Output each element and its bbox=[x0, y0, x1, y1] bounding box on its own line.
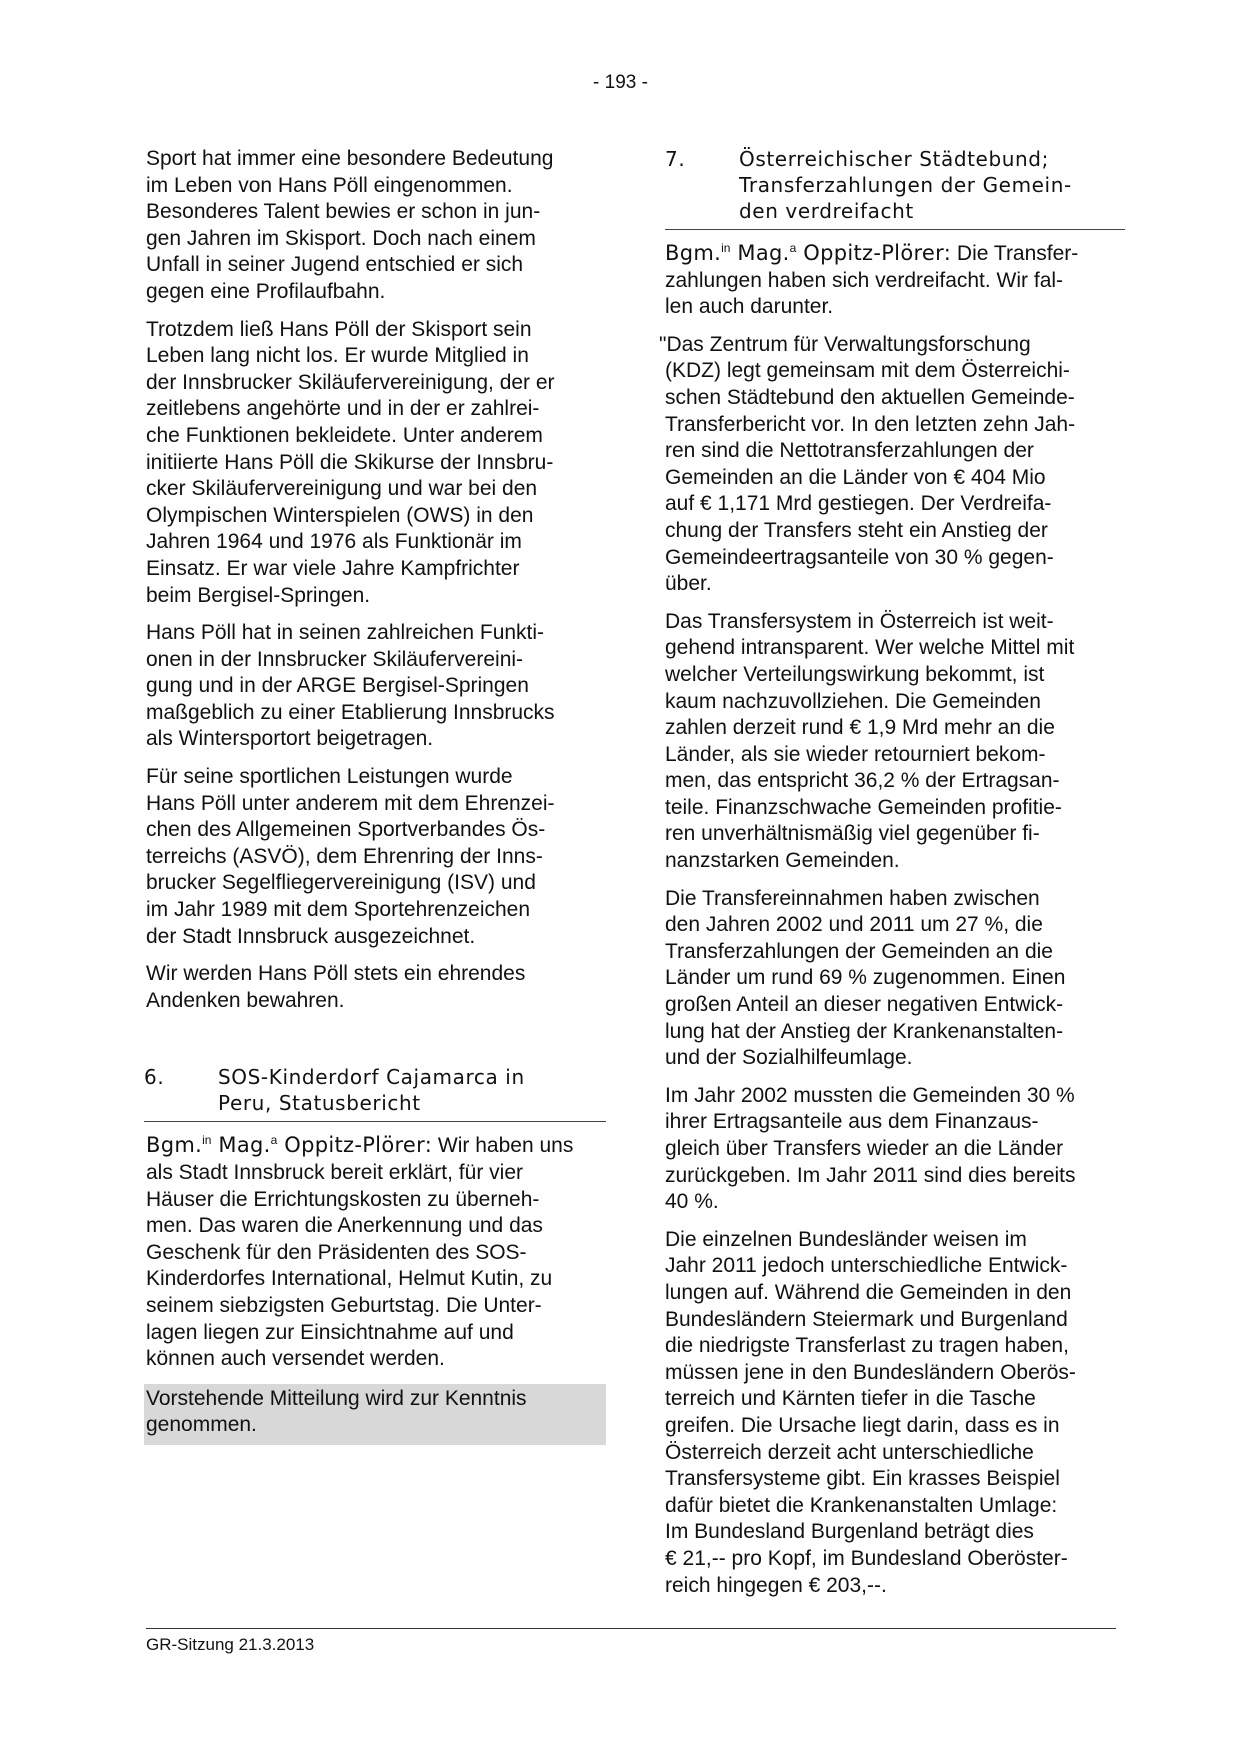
section-title: SOS-Kinderdorf Cajamarca in Peru, Statusbericht bbox=[218, 1065, 525, 1116]
speaker-prefix: Bgm. bbox=[146, 1133, 203, 1158]
speaker-title: Mag. bbox=[730, 241, 790, 265]
speaker-title: Mag. bbox=[211, 1133, 271, 1158]
statement-text: Wir haben uns als Stadt Innsbruck bereit erklärt, für vier Häuser die Errichtungskosten zu überneh- men. Das waren die Anerkennung und das Geschenk für den Präsidenten des SOS- Kinderdorfes International, Helmut Kutin, zu seinem siebzigsten Geburtstag. Die Unter- lagen liegen zur Einsichtnahme auf und können auch versendet werden. bbox=[146, 1134, 574, 1371]
section-6-heading bbox=[144, 1064, 606, 1122]
speaker-name: Oppitz-Plörer: bbox=[277, 1133, 433, 1158]
paragraph: Hans Pöll hat in seinen zahlreichen Funkti- onen in der Innsbrucker Skiläufervereini- gung und in der ARGE Bergisel-Springen maßgeblich zu einer Etablierung Innsbrucks als Wintersportort beigetragen. bbox=[146, 621, 555, 751]
resolution-notice: Vorstehende Mitteilung wird zur Kenntnis genommen. bbox=[144, 1384, 606, 1445]
speaker-statement bbox=[665, 240, 1125, 321]
paragraph: Wir werden Hans Pöll stets ein ehrendes Andenken bewahren. bbox=[146, 962, 526, 1012]
quote-rest: (KDZ) legt gemeinsam mit dem Österreichi- schen Städtebund den aktuellen Gemeinde- Transferbericht vor. In den letzten zehn Jah- ren sind die Nettotransferzahlungen der Gemeinden an die Länder von € 404 Mio auf € 1,171 Mrd gestiegen. Der Verdreifa- chung der Transfers steht ein Anstieg der Gemeindeertragsanteile von 30 % gegen- über. bbox=[665, 359, 1076, 596]
speaker-superscript: a bbox=[270, 1133, 278, 1148]
left-column bbox=[146, 146, 606, 1445]
speaker-superscript: in bbox=[202, 1133, 212, 1148]
quote-first-line: "Das Zentrum für Verwaltungsforschung bbox=[659, 332, 1031, 356]
section-number: 6. bbox=[144, 1065, 165, 1090]
paragraph: Das Transfersystem in Österreich ist weit- gehend intransparent. Wer welche Mittel mit welcher Verteilungswirkung bekommt, ist kaum nachzuvollziehen. Die Gemeinden zahlen derzeit rund € 1,9 Mrd mehr an die Länder, als sie wieder retourniert bekom- men, das entspricht 36,2 % der Ertragsan- teile. Finanzschwache Gemeinden profitie- ren unverhältnismäßig viel gegenüber fi- nanzstarken Gemeinden. bbox=[665, 609, 1075, 873]
page-footer: GR-Sitzung 21.3.2013 bbox=[146, 1628, 1116, 1655]
section-number: 7. bbox=[665, 147, 686, 171]
paragraph: Für seine sportlichen Leistungen wurde Hans Pöll unter anderem mit dem Ehrenzei- chen des Allgemeinen Sportverbandes Ös- terreichs (ASVÖ), dem Ehrenring der Inns- brucker Segelfliegervereinigung (ISV) und im Jahr 1989 mit dem Sportehrenzeichen der Stadt Innsbruck ausgezeichnet. bbox=[146, 765, 555, 948]
speaker-superscript: in bbox=[721, 241, 731, 255]
page-number: - 193 - bbox=[593, 72, 648, 93]
statement-text: Die Transfer- zahlungen haben sich verdreifacht. Wir fal- len auch darunter. bbox=[665, 242, 1079, 319]
paragraph: Im Jahr 2002 mussten die Gemeinden 30 % ihrer Ertragsanteile aus dem Finanzaus- gleich über Transfers wieder an die Länder zurückgeben. Im Jahr 2011 sind dies bereits 40 %. bbox=[665, 1083, 1076, 1214]
paragraph: Trotzdem ließ Hans Pöll der Skisport sein Leben lang nicht los. Er wurde Mitglied in der Innsbrucker Skiläufervereinigung, der er zeitlebens angehörte und in der er zahlrei- che Funktionen bekleidete. Unter anderem initiierte Hans Pöll die Skikurse der Innsbru- cker Skiläufervereinigung und war bei den Olympischen Winterspielen (OWS) in den Jahren 1964 und 1976 als Funktionär im Einsatz. Er war viele Jahre Kampfrichter beim Bergisel-Springen. bbox=[146, 317, 555, 607]
paragraph: Die Transfereinnahmen haben zwischen den Jahren 2002 und 2011 um 27 %, die Transferzahlungen der Gemeinden an die Länder um rund 69 % zugenommen. Einen großen Anteil an dieser negativen Entwick- lung hat der Anstieg der Krankenanstalten- und der Sozialhilfeumlage. bbox=[665, 886, 1066, 1070]
section-7-heading bbox=[665, 146, 1125, 230]
quoted-paragraph bbox=[659, 332, 1125, 598]
speaker-statement bbox=[146, 1132, 606, 1372]
paragraph: Sport hat immer eine besondere Bedeutung im Leben von Hans Pöll eingenommen. Besonderes Talent bewies er schon in jun- gen Jahren im Skisport. Doch nach einem Unfall in seiner Jugend entschied er sich gegen eine Profilaufbahn. bbox=[146, 147, 554, 303]
section-title: Österreichischer Städtebund; Transferzahlungen der Gemein- den verdreifacht bbox=[739, 147, 1072, 223]
speaker-superscript: a bbox=[789, 241, 797, 255]
paragraph: Die einzelnen Bundesländer weisen im Jahr 2011 jedoch unterschiedliche Entwick- lungen auf. Während die Gemeinden in den Bundesländern Steiermark und Burgenland die niedrigste Transferlast zu tragen haben, müssen jene in den Bundesländern Oberös- terreich und Kärnten tiefer in die Tasche greifen. Die Ursache liegt darin, dass es in Österreich derzeit acht unterschiedliche Transfersysteme gibt. Ein krasses Beispiel dafür bietet die Krankenanstalten Umlage: Im Bundesland Burgenland beträgt dies € 21,-- pro Kopf, im Bundesland Oberöster- reich hingegen € 203,--. bbox=[665, 1227, 1076, 1597]
right-column bbox=[659, 146, 1125, 1610]
speaker-prefix: Bgm. bbox=[665, 241, 722, 265]
speaker-name: Oppitz-Plörer: bbox=[796, 241, 952, 265]
